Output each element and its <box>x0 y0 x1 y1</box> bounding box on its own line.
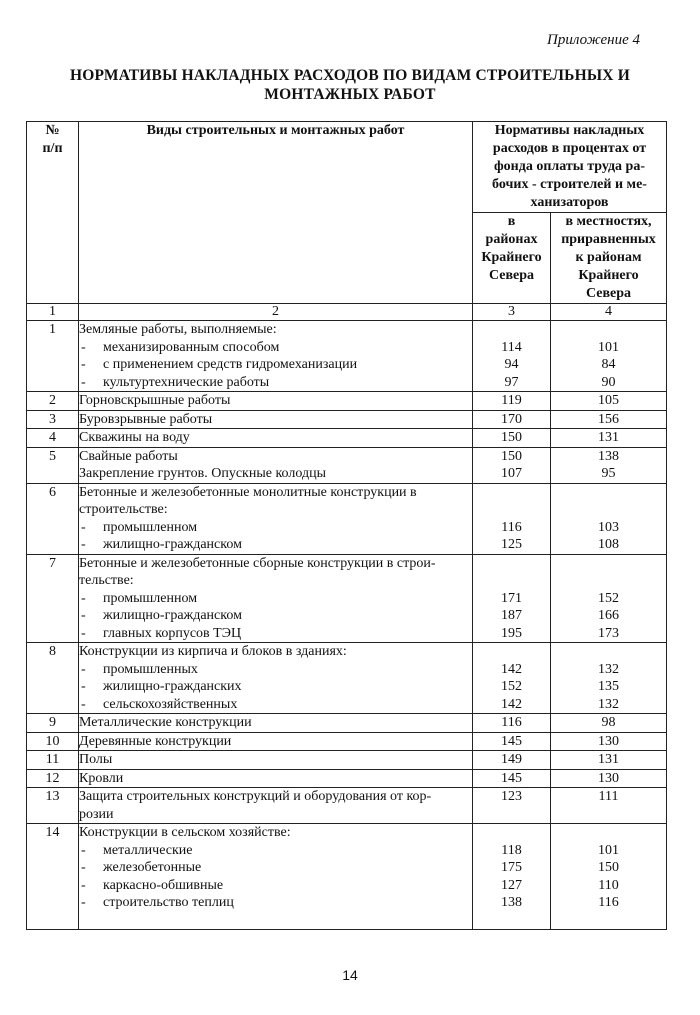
value-equated-areas <box>551 484 666 502</box>
header-group-line: бочих - строителей и ме- <box>492 177 647 192</box>
row-number: 11 <box>27 751 79 770</box>
norm-equated-areas <box>551 429 667 448</box>
value-equated-areas: 131 <box>598 752 619 767</box>
norm-equated-areas <box>551 751 667 770</box>
norm-far-north <box>473 447 551 483</box>
norm-far-north <box>473 769 551 788</box>
item-text: каркасно-обшивные <box>103 877 224 893</box>
dash-marker: - <box>81 374 86 390</box>
item-line <box>79 448 472 466</box>
sub-item <box>79 842 472 860</box>
header-number <box>27 122 79 304</box>
item-text: железобетонные <box>103 860 202 875</box>
page-number: 14 <box>342 967 358 983</box>
item-text: Конструкции из кирпича и блоков в зданиях: <box>79 644 347 659</box>
norm-far-north <box>473 714 551 733</box>
work-description <box>79 769 473 788</box>
item-line <box>79 806 472 824</box>
value-far-north: 150 <box>501 448 522 464</box>
sub-item <box>79 894 472 912</box>
header-norms-group <box>473 122 667 213</box>
value-far-north: 142 <box>501 696 522 712</box>
value-far-north <box>473 572 550 590</box>
item-text: промышленном <box>103 590 198 606</box>
value-equated-areas: 156 <box>598 411 619 427</box>
table-row <box>27 483 667 554</box>
norm-equated-areas <box>551 824 667 930</box>
value-far-north: 187 <box>501 608 522 623</box>
row-number: 13 <box>27 788 79 824</box>
norm-far-north <box>473 483 551 554</box>
value-equated-areas: 108 <box>598 537 619 552</box>
header-col3-line: районах <box>485 232 538 247</box>
dash-marker: - <box>81 696 86 712</box>
value-equated-areas: 132 <box>598 661 619 677</box>
work-description <box>79 824 473 930</box>
value-far-north <box>473 555 550 573</box>
value-equated-areas: 103 <box>598 519 619 535</box>
value-equated-areas: 152 <box>598 590 619 606</box>
value-equated-areas: 111 <box>598 789 619 804</box>
value-far-north: 195 <box>501 625 522 641</box>
norm-far-north <box>473 824 551 930</box>
value-equated-areas: 105 <box>598 393 619 408</box>
item-text: Бетонные и железобетонные монолитные конструкции в <box>79 484 417 500</box>
row-number: 6 <box>27 483 79 554</box>
value-far-north: 119 <box>501 393 522 408</box>
row-number: 8 <box>27 643 79 714</box>
value-far-north: 142 <box>501 661 522 677</box>
value-equated-areas: 90 <box>601 374 616 390</box>
dash-marker: - <box>81 357 86 372</box>
item-line <box>79 465 472 483</box>
work-description <box>79 751 473 770</box>
item-line <box>79 733 472 751</box>
dash-marker: - <box>81 895 86 910</box>
header-group-line: расходов в процентах от <box>492 141 647 156</box>
table-row <box>27 788 667 824</box>
norm-far-north <box>473 321 551 392</box>
norm-equated-areas <box>551 732 667 751</box>
work-description <box>79 321 473 392</box>
header-col3-line: в <box>507 214 516 229</box>
item-line <box>79 392 472 410</box>
column-number: 3 <box>473 304 551 321</box>
value-equated-areas: 166 <box>598 608 619 623</box>
item-text: строительство теплиц <box>103 895 234 910</box>
item-text: Конструкции в сельском хозяйстве: <box>79 825 291 840</box>
header-col4-line: в местностях, <box>565 214 652 229</box>
dash-marker: - <box>81 519 86 535</box>
value-far-north: 118 <box>501 842 522 858</box>
sub-item <box>79 590 472 608</box>
norm-equated-areas <box>551 788 667 824</box>
header-number-line-2: п/п <box>42 141 63 156</box>
item-line <box>79 751 472 769</box>
value-equated-areas: 132 <box>598 696 619 712</box>
table-row <box>27 732 667 751</box>
dash-marker: - <box>81 842 86 858</box>
sub-item <box>79 536 472 554</box>
norm-far-north <box>473 732 551 751</box>
sub-item <box>79 877 472 895</box>
appendix-label: Приложение 4 <box>547 32 640 48</box>
value-far-north: 138 <box>501 895 522 910</box>
work-description <box>79 429 473 448</box>
value-far-north <box>473 484 550 502</box>
value-equated-areas <box>551 572 666 590</box>
value-far-north: 125 <box>501 537 522 552</box>
value-far-north: 175 <box>501 860 522 875</box>
value-equated-areas: 116 <box>598 895 619 910</box>
value-far-north: 127 <box>501 877 522 893</box>
sub-item <box>79 696 472 714</box>
header-col4-line: к районам <box>575 250 642 265</box>
value-equated-areas: 135 <box>598 679 619 694</box>
norm-far-north <box>473 429 551 448</box>
sub-item <box>79 625 472 643</box>
norm-equated-areas <box>551 447 667 483</box>
dash-marker: - <box>81 590 86 606</box>
work-description <box>79 447 473 483</box>
dash-marker: - <box>81 608 86 623</box>
header-col3-line: Севера <box>488 268 535 283</box>
dash-marker: - <box>81 537 86 552</box>
row-number: 7 <box>27 554 79 643</box>
table-row <box>27 714 667 733</box>
value-equated-areas: 98 <box>601 715 616 730</box>
item-line <box>79 501 472 519</box>
item-line <box>79 643 472 661</box>
header-number-line-1: № <box>45 123 60 138</box>
value-far-north: 114 <box>501 339 522 355</box>
item-text: с применением средств гидромеханизации <box>103 357 358 372</box>
norm-far-north <box>473 554 551 643</box>
work-description <box>79 554 473 643</box>
header-group-line: фонда оплаты труда ра- <box>494 159 645 174</box>
item-line <box>79 572 472 590</box>
item-text: Бетонные и железобетонные сборные конструкции в строи- <box>79 555 436 571</box>
work-description <box>79 788 473 824</box>
item-line <box>79 555 472 573</box>
table-row <box>27 410 667 429</box>
item-text: металлические <box>103 842 193 858</box>
item-text: Металлические конструкции <box>79 715 252 730</box>
norm-equated-areas <box>551 714 667 733</box>
value-far-north: 145 <box>501 770 522 786</box>
table-row <box>27 643 667 714</box>
item-text: Деревянные конструкции <box>79 733 232 749</box>
sub-item <box>79 661 472 679</box>
item-text: Буровзрывные работы <box>79 411 213 427</box>
value-far-north: 150 <box>501 430 522 445</box>
value-equated-areas <box>551 824 666 842</box>
row-number: 14 <box>27 824 79 930</box>
row-number: 3 <box>27 410 79 429</box>
value-equated-areas: 84 <box>601 357 616 372</box>
table-row <box>27 769 667 788</box>
row-number: 4 <box>27 429 79 448</box>
header-far-north <box>473 213 551 304</box>
item-text: механизированным способом <box>103 339 280 355</box>
value-equated-areas <box>551 912 666 930</box>
norm-equated-areas <box>551 643 667 714</box>
value-equated-areas: 101 <box>598 339 619 355</box>
dash-marker: - <box>81 661 86 677</box>
header-group-line: Нормативы накладных <box>494 123 645 138</box>
row-number: 2 <box>27 392 79 411</box>
header-col4-line: приравненных <box>561 232 656 247</box>
sub-item <box>79 607 472 625</box>
value-far-north <box>473 912 550 930</box>
value-far-north: 171 <box>501 590 522 606</box>
item-line <box>79 714 472 732</box>
norm-equated-areas <box>551 483 667 554</box>
value-far-north: 149 <box>501 752 522 767</box>
table-row <box>27 751 667 770</box>
value-equated-areas: 130 <box>598 770 619 786</box>
column-number: 2 <box>79 304 473 321</box>
item-line <box>79 321 472 339</box>
sub-item <box>79 339 472 357</box>
value-equated-areas: 173 <box>598 625 619 641</box>
item-text: Кровли <box>79 770 124 786</box>
work-description <box>79 392 473 411</box>
item-text: Закрепление грунтов. Опускные колодцы <box>79 466 326 481</box>
table-row <box>27 554 667 643</box>
item-text: жилищно-гражданском <box>103 537 242 552</box>
item-line <box>79 912 472 930</box>
item-line <box>79 824 472 842</box>
item-line <box>79 411 472 429</box>
item-text: главных корпусов ТЭЦ <box>103 625 242 641</box>
column-number: 4 <box>551 304 667 321</box>
item-text: Скважины на воду <box>79 430 190 445</box>
value-far-north <box>473 501 550 519</box>
title-line-1: НОРМАТИВЫ НАКЛАДНЫХ РАСХОДОВ ПО ВИДАМ СТРОИТЕЛЬНЫХ И <box>70 67 630 84</box>
value-far-north: 97 <box>504 374 519 390</box>
norm-equated-areas <box>551 392 667 411</box>
row-number: 12 <box>27 769 79 788</box>
value-equated-areas: 95 <box>601 466 616 481</box>
norm-equated-areas <box>551 554 667 643</box>
row-number: 1 <box>27 321 79 392</box>
dash-marker: - <box>81 679 86 694</box>
table-row <box>27 824 667 930</box>
item-text: Защита строительных конструкций и оборудования от кор- <box>79 789 432 804</box>
item-text: розии <box>79 806 114 822</box>
item-text: жилищно-гражданских <box>103 679 242 694</box>
value-far-north <box>473 824 550 842</box>
header-col4-line: Севера <box>585 286 632 301</box>
value-equated-areas: 110 <box>598 877 619 893</box>
overhead-norms-table <box>26 121 667 930</box>
item-text: тельстве: <box>79 573 134 588</box>
norm-far-north <box>473 788 551 824</box>
value-far-north: 145 <box>501 733 522 749</box>
work-description <box>79 732 473 751</box>
item-text: Земляные работы, выполняемые: <box>79 322 277 337</box>
item-text: строительстве: <box>79 502 168 517</box>
value-far-north: 116 <box>501 519 522 535</box>
value-equated-areas: 150 <box>598 860 619 875</box>
norm-far-north <box>473 751 551 770</box>
norm-equated-areas <box>551 321 667 392</box>
dash-marker: - <box>81 860 86 875</box>
value-equated-areas <box>551 555 666 573</box>
item-line <box>79 484 472 502</box>
sub-item <box>79 356 472 374</box>
column-number: 1 <box>27 304 79 321</box>
item-line <box>79 770 472 788</box>
value-far-north: 123 <box>501 789 522 804</box>
value-far-north: 116 <box>501 715 522 730</box>
norm-far-north <box>473 643 551 714</box>
title-line-2: МОНТАЖНЫХ РАБОТ <box>264 86 436 103</box>
norm-far-north <box>473 410 551 429</box>
value-equated-areas: 101 <box>598 842 619 858</box>
sub-item <box>79 859 472 877</box>
item-line <box>79 788 472 806</box>
item-text: Свайные работы <box>79 448 178 464</box>
value-equated-areas <box>551 501 666 519</box>
work-description <box>79 714 473 733</box>
item-text: промышленных <box>103 661 198 677</box>
item-text: Полы <box>79 752 113 767</box>
value-far-north: 107 <box>501 466 522 481</box>
value-equated-areas <box>551 806 666 824</box>
header-work-kind: Виды строительных и монтажных работ <box>79 122 473 304</box>
header-col3-line: Крайнего <box>481 250 542 265</box>
table-body <box>27 321 667 930</box>
work-description <box>79 483 473 554</box>
value-equated-areas <box>551 321 666 339</box>
item-text: Горновскрышные работы <box>79 393 231 408</box>
value-equated-areas: 130 <box>598 733 619 749</box>
value-equated-areas <box>551 643 666 661</box>
item-text: сельскохозяйственных <box>103 696 238 712</box>
table-row <box>27 321 667 392</box>
dash-marker: - <box>81 877 86 893</box>
value-far-north <box>473 806 550 824</box>
table-row <box>27 447 667 483</box>
item-line <box>79 429 472 447</box>
value-far-north <box>473 321 550 339</box>
work-description <box>79 410 473 429</box>
header-col4-line: Крайнего <box>578 268 639 283</box>
sub-item <box>79 678 472 696</box>
page-title <box>40 66 660 104</box>
value-equated-areas: 138 <box>598 448 619 464</box>
work-description <box>79 643 473 714</box>
sub-item <box>79 519 472 537</box>
row-number: 9 <box>27 714 79 733</box>
table-row <box>27 429 667 448</box>
header-equated-areas <box>551 213 667 304</box>
row-number: 5 <box>27 447 79 483</box>
item-text: культуртехнические работы <box>103 374 270 390</box>
value-far-north <box>473 643 550 661</box>
dash-marker: - <box>81 339 86 355</box>
header-group-line: ханизаторов <box>530 195 609 210</box>
table-row <box>27 392 667 411</box>
value-far-north: 94 <box>504 357 519 372</box>
item-text: промышленном <box>103 519 198 535</box>
dash-marker: - <box>81 625 86 641</box>
norm-equated-areas <box>551 769 667 788</box>
value-equated-areas: 131 <box>598 430 619 445</box>
value-far-north: 170 <box>501 411 522 427</box>
row-number: 10 <box>27 732 79 751</box>
sub-item <box>79 374 472 392</box>
item-text: жилищно-гражданском <box>103 608 242 623</box>
value-far-north: 152 <box>501 679 522 694</box>
norm-far-north <box>473 392 551 411</box>
norm-equated-areas <box>551 410 667 429</box>
